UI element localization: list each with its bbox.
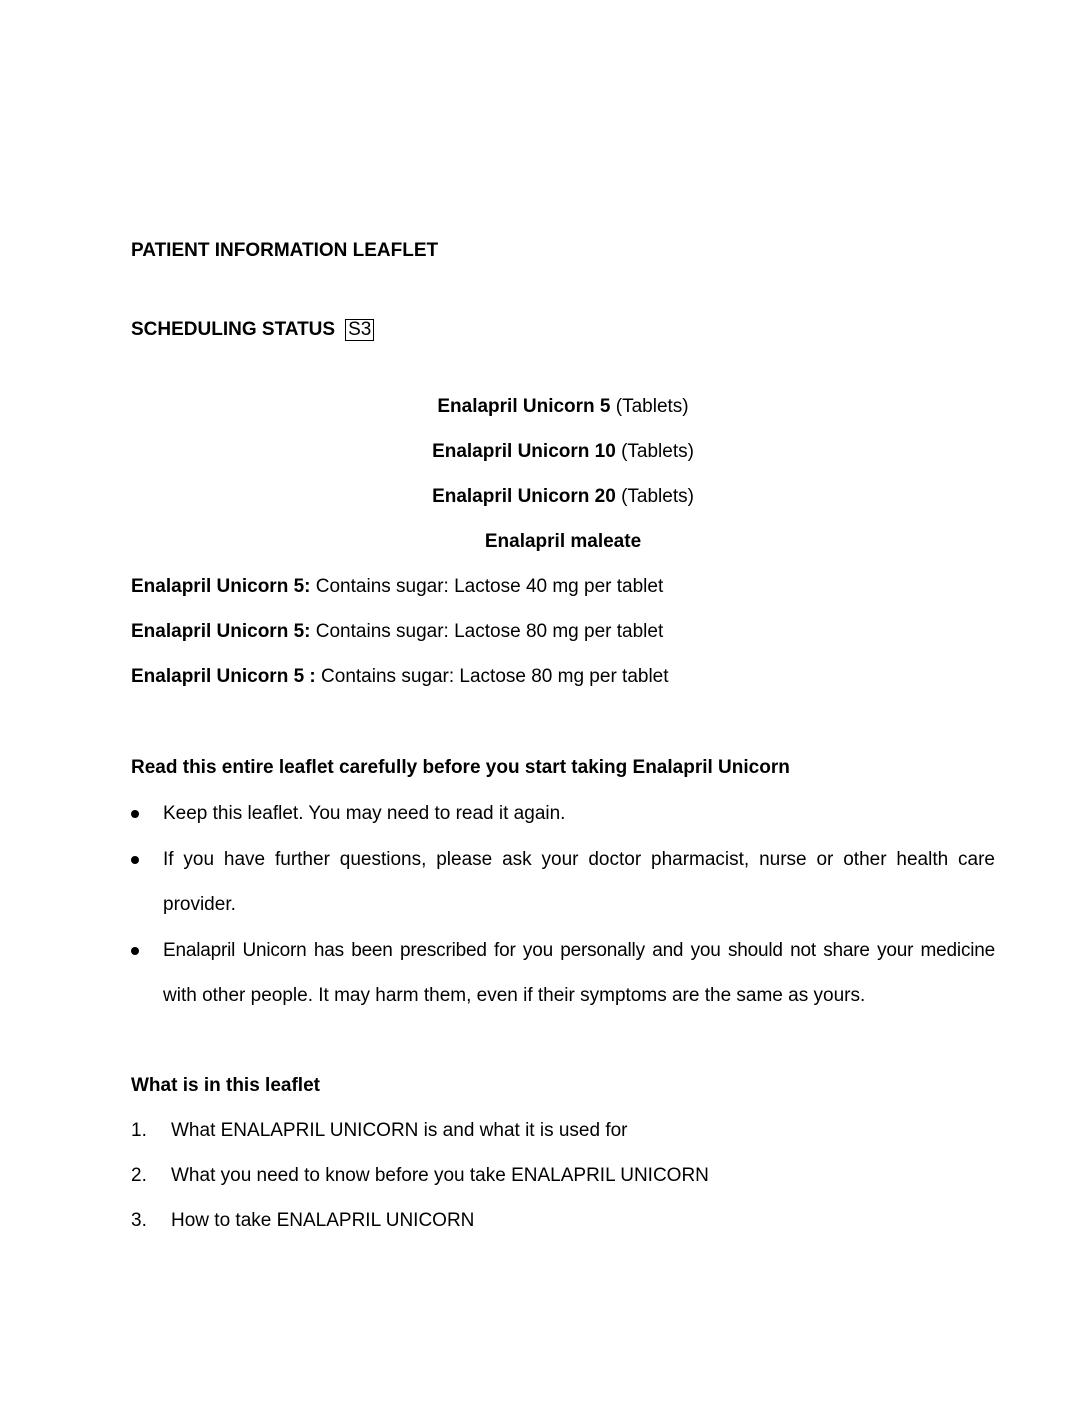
sugar-line [131, 621, 663, 643]
sugar-line [131, 666, 669, 688]
contents-item: What ENALAPRIL UNICORN is and what it is used for [171, 1120, 628, 1141]
bullet-text: Enalapril Unicorn has been prescribed for you personally and you should not share your medicine [163, 940, 995, 961]
product-form: (Tablets) [621, 486, 694, 507]
contents-heading: What is in this leaflet [131, 1075, 320, 1096]
sugar-line-text: Contains sugar: Lactose 40 mg per tablet [315, 576, 664, 597]
sugar-line-label: Enalapril Unicorn 5: [131, 576, 311, 597]
bullet-text-continued: with other people. It may harm them, even if their symptoms are the same as yours. [163, 985, 866, 1006]
product-line [131, 441, 995, 463]
scheduling-status-label: SCHEDULING STATUS [131, 319, 336, 340]
contents-item-number: 3. [131, 1210, 147, 1231]
contents-item: How to take ENALAPRIL UNICORN [171, 1210, 475, 1231]
product-line [131, 396, 995, 418]
bullet-icon [131, 810, 139, 818]
product-name: Enalapril Unicorn 5 [437, 396, 611, 417]
read-section-heading: Read this entire leaflet carefully before you start taking Enalapril Unicorn [131, 757, 790, 778]
bullet-text-continued: provider. [163, 894, 236, 915]
scheduling-status-badge: S3 [345, 319, 374, 341]
contents-item-number: 2. [131, 1165, 147, 1186]
product-form: (Tablets) [621, 441, 694, 462]
bullet-text: Keep this leaflet. You may need to read it again. [163, 803, 566, 824]
product-line [131, 486, 995, 508]
product-name: Enalapril Unicorn 10 [432, 441, 616, 462]
sugar-line-text: Contains sugar: Lactose 80 mg per tablet [321, 666, 669, 687]
sugar-line-text: Contains sugar: Lactose 80 mg per tablet [315, 621, 664, 642]
bullet-icon [131, 856, 139, 864]
bullet-icon [131, 947, 139, 955]
scheduling-status [131, 319, 374, 341]
active-ingredient: Enalapril maleate [484, 531, 642, 552]
bullet-text: If you have further questions, please ask your doctor pharmacist, nurse or other health care [163, 849, 995, 870]
sugar-line-label: Enalapril Unicorn 5: [131, 621, 311, 642]
product-name: Enalapril Unicorn 20 [432, 486, 616, 507]
contents-item: What you need to know before you take ENALAPRIL UNICORN [171, 1165, 709, 1186]
sugar-line [131, 576, 663, 598]
sugar-line-label: Enalapril Unicorn 5 : [131, 666, 316, 687]
contents-item-number: 1. [131, 1120, 147, 1141]
product-form: (Tablets) [615, 396, 689, 417]
page-title: PATIENT INFORMATION LEAFLET [131, 240, 439, 261]
